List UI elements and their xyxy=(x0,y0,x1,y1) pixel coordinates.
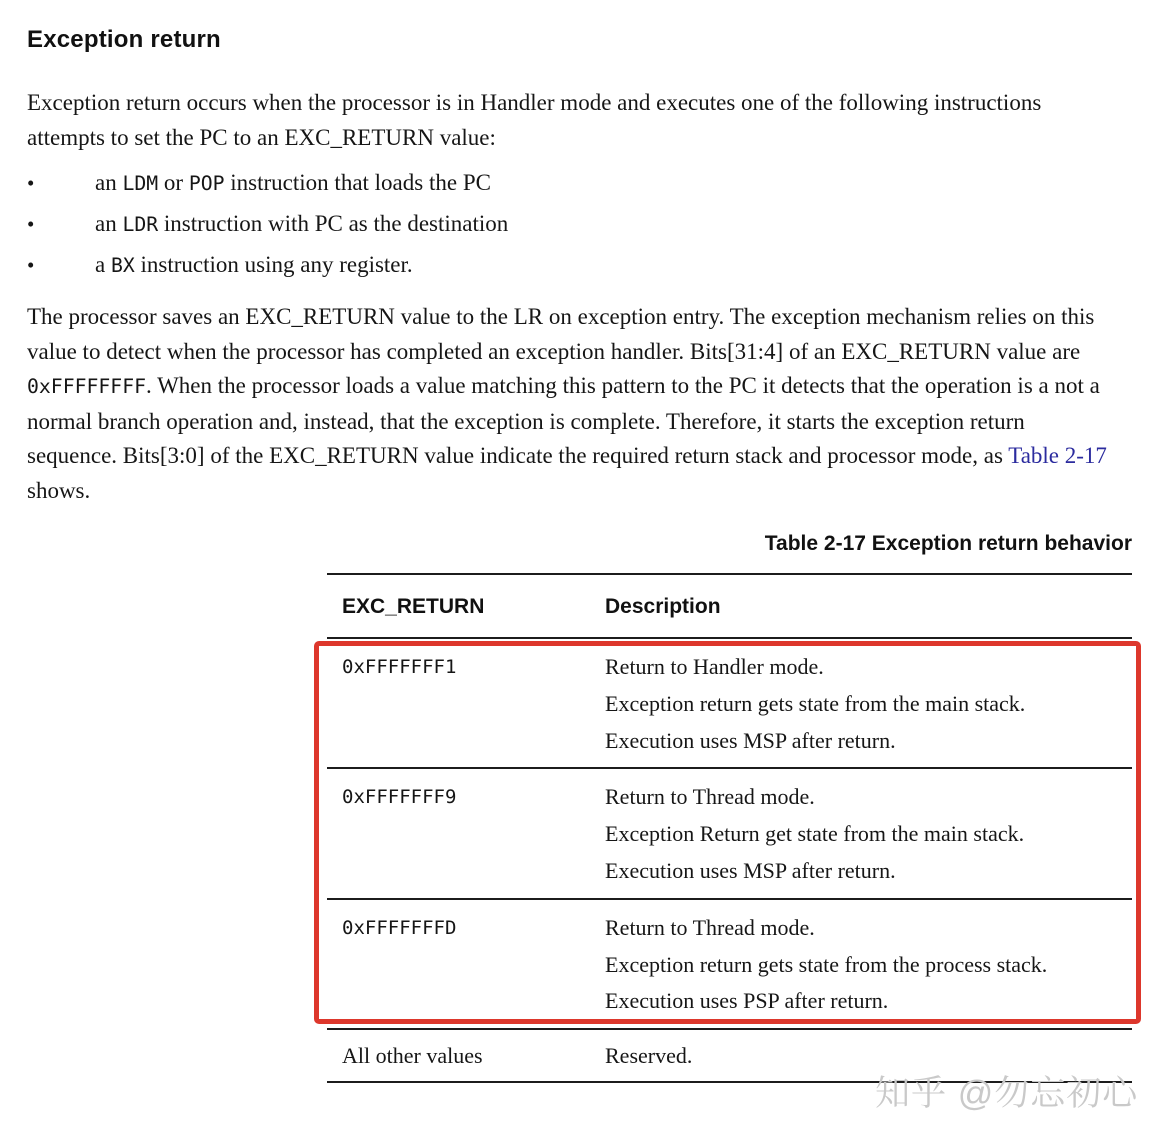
bullet-text xyxy=(95,245,413,286)
text-segment: an xyxy=(95,170,123,195)
bullet-text xyxy=(95,163,491,204)
text-segment: or xyxy=(158,170,189,195)
text-segment: instruction with PC as the destination xyxy=(158,211,509,236)
description-line: Execution uses MSP after return. xyxy=(605,727,896,753)
table-2-17-link[interactable]: Table 2-17 xyxy=(1008,443,1107,468)
description-line: Exception return gets state from the process stack. xyxy=(605,951,1048,977)
description-line: Return to Handler mode. xyxy=(605,654,824,679)
bullet-text xyxy=(95,204,508,245)
text-segment: instruction that loads the PC xyxy=(224,170,491,195)
text-segment: an xyxy=(95,211,123,236)
text-segment: The processor saves an EXC_RETURN value to the LR on exception entry. The exception mechanism relies on this value to detect when the processor has completed an exception handler. Bits[31:4] of an EXC_RETURN value are xyxy=(27,304,1095,364)
description-cell xyxy=(605,649,1132,759)
table-header-row xyxy=(327,573,1132,639)
description-line: Execution uses MSP after return. xyxy=(605,857,896,883)
table-body-highlighted xyxy=(327,639,1132,1028)
exc-return-value: 0xFFFFFFFD xyxy=(342,916,457,939)
description-line: Execution uses PSP after return. xyxy=(605,988,889,1014)
body-paragraph xyxy=(27,300,1112,508)
inline-code: POP xyxy=(188,172,225,195)
bullet-icon: • xyxy=(27,171,35,195)
text-segment: a xyxy=(95,252,111,277)
exc-return-value: All other values xyxy=(342,1043,483,1069)
bullet-list xyxy=(27,163,1159,286)
description-line: Exception return gets state from the main stack. xyxy=(605,690,1026,716)
highlighted-rows-group xyxy=(327,639,1132,1028)
description-cell xyxy=(605,779,1132,889)
list-item xyxy=(27,245,1112,286)
description-line: Reserved. xyxy=(605,1043,693,1069)
table-caption: Table 2-17 Exception return behavior xyxy=(764,532,1132,555)
list-item xyxy=(27,163,1112,204)
table-header-exc-return: EXC_RETURN xyxy=(342,595,485,618)
exc-return-value: 0xFFFFFFF1 xyxy=(342,656,457,678)
exc-return-value: 0xFFFFFFF9 xyxy=(342,786,457,809)
bullet-icon: • xyxy=(27,253,35,277)
inline-code: 0xFFFFFFFF xyxy=(27,375,146,398)
table-row xyxy=(327,767,1132,897)
bullet-icon: • xyxy=(27,212,35,236)
watermark: 知乎 @勿忘初心 xyxy=(875,1074,1139,1113)
inline-code: BX xyxy=(110,254,135,277)
inline-code: LDM xyxy=(122,172,159,195)
text-segment: Exception return occurs when the processor is in Handler mode and executes one of the following instructions attempts to set the PC to an EXC_RETURN value: xyxy=(27,90,1042,150)
inline-code: LDR xyxy=(122,213,159,236)
text-segment: . When the processor loads a value matching this pattern to the PC it detects that the operation is a not a normal branch operation and, instead, that the exception is complete. Therefore, it starts the exception return sequence. Bits[3:0] of the EXC_RETURN value indicate the required return stack and processor mode, as xyxy=(27,373,1100,468)
intro-paragraph xyxy=(27,86,1112,155)
list-item xyxy=(27,204,1112,245)
text-segment: instruction using any register. xyxy=(134,252,413,277)
table-row xyxy=(327,898,1132,1028)
description-cell xyxy=(605,910,1132,1020)
text-segment: shows. xyxy=(27,477,91,503)
description-line: Return to Thread mode. xyxy=(605,784,815,810)
description-line: Exception Return get state from the main stack. xyxy=(605,821,1025,847)
description-line: Return to Thread mode. xyxy=(605,914,815,940)
table-row xyxy=(327,639,1132,767)
table-2-17 xyxy=(327,532,1132,1083)
table-header-description: Description xyxy=(605,595,721,618)
section-heading: Exception return xyxy=(27,26,221,53)
